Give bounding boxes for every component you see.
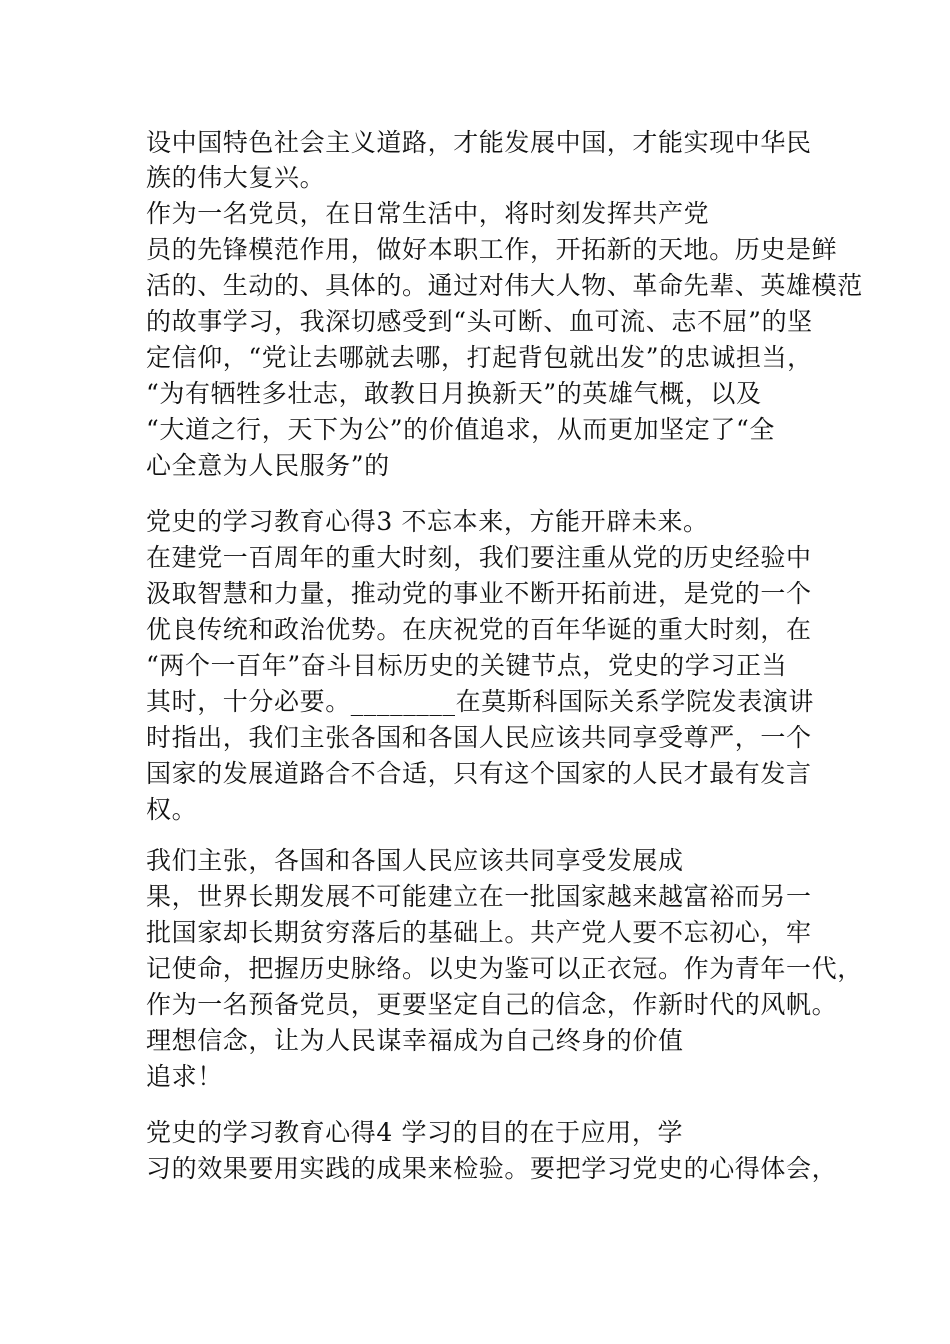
text-line: “大道之行，天下为公”的价值追求，从而更加坚定了“全 <box>146 415 775 444</box>
text-line: 追求！ <box>146 1062 223 1091</box>
section-heading-line: 党史的学习教育心得4 学习的目的在于应用，学 <box>146 1118 684 1147</box>
text-line: 汲取智慧和力量，推动党的事业不断开拓前进，是党的一个 <box>146 579 812 608</box>
text-line: 优良传统和政治优势。在庆祝党的百年华诞的重大时刻，在 <box>146 615 812 644</box>
text-line: “为有牺牲多壮志，敢教日月换新天”的英雄气概，以及 <box>146 379 762 408</box>
text-line: 的故事学习，我深切感受到“头可断、血可流、志不屈”的坚 <box>146 307 813 336</box>
text-line: 设中国特色社会主义道路，才能发展中国，才能实现中华民 <box>146 128 812 157</box>
text-line: 作为一名预备党员，更要坚定自己的信念，作新时代的风帆。 <box>146 990 838 1019</box>
text-line: 活的、生动的、具体的。通过对伟大人物、革命先辈、英雄模范 <box>146 271 863 300</box>
text-line: 习的效果要用实践的成果来检验。要把学习党史的心得体会， <box>146 1154 838 1183</box>
text-line: 作为一名党员，在日常生活中，将时刻发挥共产党 <box>146 199 710 228</box>
text-line: 员的先锋模范作用，做好本职工作，开拓新的天地。历史是鲜 <box>146 235 838 264</box>
text-line: 理想信念，让为人民谋幸福成为自己终身的价值 <box>146 1026 684 1055</box>
text-line: 我们主张，各国和各国人民应该共同享受发展成 <box>146 846 684 875</box>
text-line: 国家的发展道路合不合适，只有这个国家的人民才最有发言 <box>146 759 812 788</box>
text-line: 时指出，我们主张各国和各国人民应该共同享受尊严，一个 <box>146 723 812 752</box>
text-line: 在建党一百周年的重大时刻，我们要注重从党的历史经验中 <box>146 543 812 572</box>
text-line: 族的伟大复兴。 <box>146 163 326 192</box>
text-line: 记使命，把握历史脉络。以史为鉴可以正衣冠。作为青年一代， <box>146 954 863 983</box>
text-line: 定信仰，“党让去哪就去哪，打起背包就出发”的忠诚担当， <box>146 343 813 372</box>
section-heading-line: 党史的学习教育心得3 不忘本来，方能开辟未来。 <box>146 507 709 536</box>
text-line: 其时，十分必要。________在莫斯科国际关系学院发表演讲 <box>146 687 815 716</box>
text-line: 果，世界长期发展不可能建立在一批国家越来越富裕而另一 <box>146 882 812 911</box>
text-line: “两个一百年”奋斗目标历史的关键节点，党史的学习正当 <box>146 651 788 680</box>
text-line: 权。 <box>146 795 198 824</box>
text-line: 批国家却长期贫穷落后的基础上。共产党人要不忘初心，牢 <box>146 918 812 947</box>
text-line: 心全意为人民服务”的 <box>146 451 390 480</box>
